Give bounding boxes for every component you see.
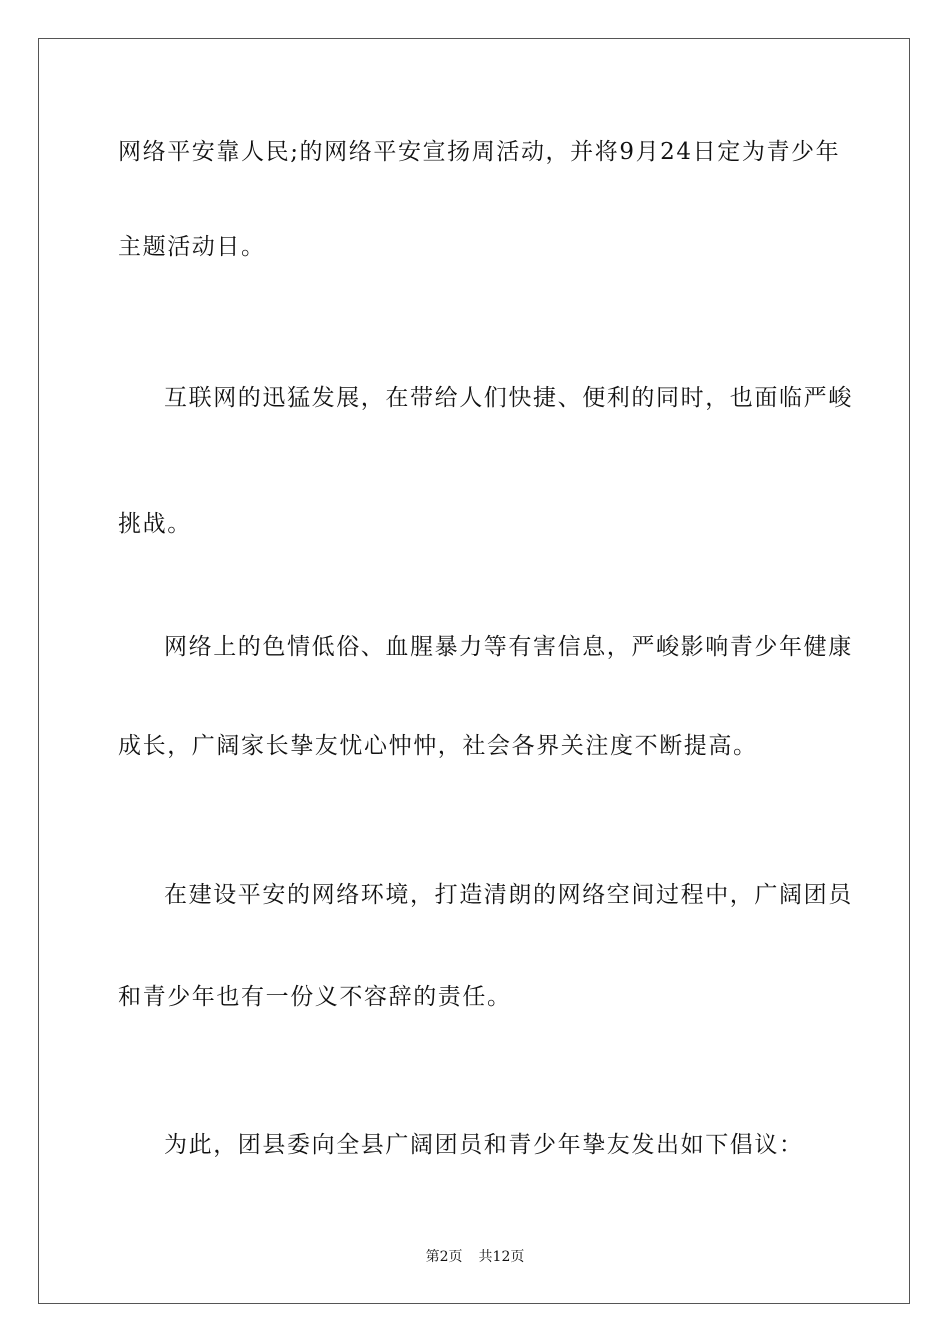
paragraph-line-3: 互联网的迅猛发展，在带给人们快捷、便利的同时，也面临严峻: [164, 385, 853, 411]
page-number: 第2页: [425, 1249, 463, 1265]
page-border: [38, 38, 910, 1304]
page-footer: [0, 1248, 950, 1266]
paragraph-line-1: 网络平安靠人民;的网络平安宣扬周活动，并将9月24日定为青少年: [118, 139, 841, 165]
paragraph-line-5: 网络上的色情低俗、血腥暴力等有害信息，严峻影响青少年健康: [164, 634, 853, 660]
page-total: 共12页: [478, 1249, 525, 1265]
paragraph-line-6: 成长，广阔家长挚友忧心忡忡，社会各界关注度不断提高。: [118, 733, 758, 759]
paragraph-line-8: 和青少年也有一份义不容辞的责任。: [118, 984, 512, 1010]
paragraph-line-4: 挑战。: [118, 511, 192, 537]
paragraph-line-9: 为此，团县委向全县广阔团员和青少年挚友发出如下倡议：: [164, 1132, 804, 1158]
paragraph-line-2: 主题活动日。: [118, 234, 266, 260]
paragraph-line-7: 在建设平安的网络环境，打造清朗的网络空间过程中，广阔团员: [164, 882, 853, 908]
